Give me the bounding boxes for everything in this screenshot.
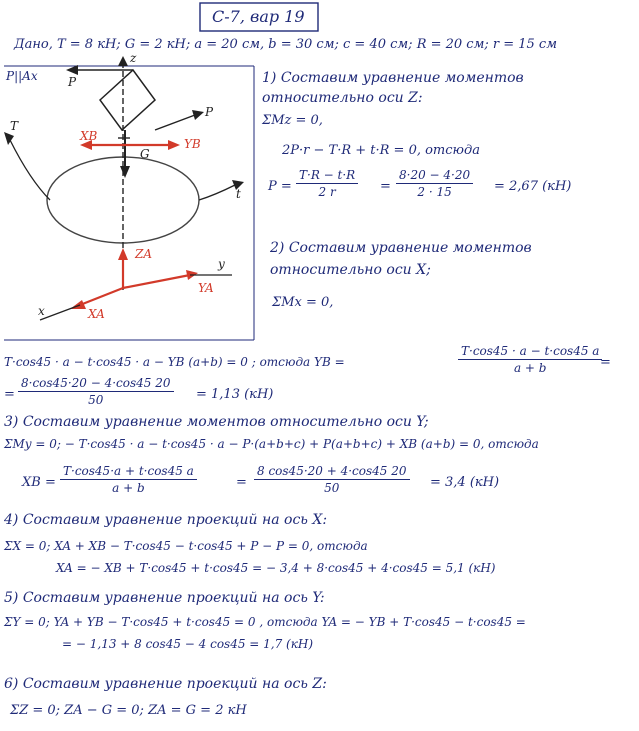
step3-result: = 3,4 (кН) <box>430 475 500 490</box>
force-G-head <box>120 166 130 178</box>
step5-heading: 5) Составим уравнение проекций на ось Y: <box>4 590 325 606</box>
step3-fraction-den: a + b <box>112 481 145 495</box>
step1-fraction2-den: 2 · 15 <box>417 185 452 199</box>
step4-eq2: XA = − XB + T·cos45 + t·cos45 = − 3,4 + 8·cos45 + 4·cos45 = 5,1 (кН) <box>56 561 496 575</box>
step5-eq2: = − 1,13 + 8 cos45 − 4 cos45 = 1,7 (кН) <box>62 637 314 651</box>
step1-eq3-lhs: P = <box>268 179 292 194</box>
figure-label-x: x <box>38 304 45 318</box>
step1-heading-line2: относительно оси Z: <box>262 90 423 106</box>
x-axis <box>40 305 80 320</box>
given-line: Дано, T = 8 кН; G = 2 кН; a = 20 см, b = 30 см; c = 40 см; R = 20 см; r = 15 см <box>14 37 557 52</box>
figure-label-P-right: P <box>205 105 214 119</box>
step1-eq2: 2P·r − T·R + t·R = 0, отсюда <box>282 143 480 158</box>
step1-result: = 2,67 (кН) <box>494 179 572 194</box>
step3-eq1: ΣMy = 0; − T·cos45 · a − t·cos45 · a − P·(a+b+c) + P(a+b+c) + XB (a+b) = 0, отсюда <box>4 437 539 451</box>
figure-label-XB: XB <box>80 129 98 143</box>
step1-fraction2 <box>396 168 473 199</box>
figure-label-y: y <box>218 257 225 271</box>
step3-fraction-num: T·cos45·a + t·cos45 a <box>60 464 197 480</box>
step2-fraction2 <box>18 376 174 407</box>
step2-fraction-num: T·cos45 · a − t·cos45 a <box>458 344 602 360</box>
step3-eq2-lhs: XB = <box>22 475 56 490</box>
step2-heading-line1: 2) Составим уравнение моментов <box>270 240 532 256</box>
force-P-right-head <box>192 110 204 120</box>
step2-fraction2-den: 50 <box>88 393 104 407</box>
step3-fraction <box>60 464 197 495</box>
string-t <box>199 185 235 200</box>
figure-label-G: G <box>140 147 150 161</box>
step1-fraction-num: T·R − t·R <box>296 168 358 184</box>
step2-eq2-end: = <box>600 355 611 370</box>
figure-label-YA: YA <box>198 281 214 295</box>
figure-label-T: T <box>10 119 19 133</box>
step4-eq1: ΣX = 0; XA + XB − T·cos45 − t·cos45 + P − P = 0, отсюда <box>4 539 368 553</box>
figure-label-t: t <box>236 187 241 201</box>
step1-fraction-den: 2 r <box>318 185 336 199</box>
step3-fraction2 <box>254 464 410 495</box>
string-T-head <box>4 132 14 145</box>
reaction-XA <box>80 288 123 305</box>
figure-label-P-left: P <box>68 75 77 89</box>
step2-eq1: ΣMx = 0, <box>272 295 334 310</box>
step2-result: = 1,13 (кН) <box>196 387 274 402</box>
step1-eq3-mid: = <box>380 179 391 194</box>
step1-fraction <box>296 168 358 199</box>
step2-fraction <box>458 344 602 375</box>
step4-heading: 4) Составим уравнение проекций на ось X: <box>4 512 328 528</box>
z-axis-arrow <box>118 56 128 66</box>
figure-label-corner: P||Ax <box>6 69 38 83</box>
figure-label-YB: YB <box>184 137 201 151</box>
reaction-ZA-head <box>118 248 128 260</box>
plate <box>100 70 155 130</box>
step5-eq1: ΣY = 0; YA + YB − T·cos45 + t·cos45 = 0 , отсюда YA = − YB + T·cos45 − t·cos45 = <box>4 615 526 629</box>
step1-fraction2-num: 8·20 − 4·20 <box>396 168 473 184</box>
step2-fraction-den: a + b <box>513 361 547 375</box>
page-title: С-7, вар 19 <box>212 7 305 26</box>
figure-label-z: z <box>130 51 137 65</box>
step3-fraction2-num: 8 cos45·20 + 4·cos45 20 <box>254 464 410 480</box>
step6-eq1: ΣZ = 0; ZA − G = 0; ZA = G = 2 кН <box>10 703 247 718</box>
figure-label-ZA: ZA <box>135 247 153 261</box>
step6-heading: 6) Составим уравнение проекций на ось Z: <box>4 676 327 692</box>
step3-fraction2-den: 50 <box>324 481 340 495</box>
step2-fraction2-num: 8·cos45·20 − 4·cos45 20 <box>18 376 174 392</box>
string-T <box>10 140 50 200</box>
step1-heading-line1: 1) Составим уравнение моментов <box>262 70 524 86</box>
step2-heading-line2: относительно оси X; <box>270 262 431 278</box>
force-P-right <box>155 115 195 130</box>
step1-eq1: ΣMz = 0, <box>262 113 323 128</box>
step2-eq2-lhs: T·cos45 · a − t·cos45 · a − YB (a+b) = 0 ; отсюда YB = <box>4 355 345 369</box>
step3-eq2-mid: = <box>236 475 247 490</box>
figure-label-XA: XA <box>88 307 105 321</box>
reaction-YB-head <box>168 140 180 150</box>
reaction-YA <box>123 275 190 288</box>
step3-heading: 3) Составим уравнение моментов относительно оси Y; <box>4 414 429 430</box>
step2-eq3-lhs: = <box>4 387 15 402</box>
